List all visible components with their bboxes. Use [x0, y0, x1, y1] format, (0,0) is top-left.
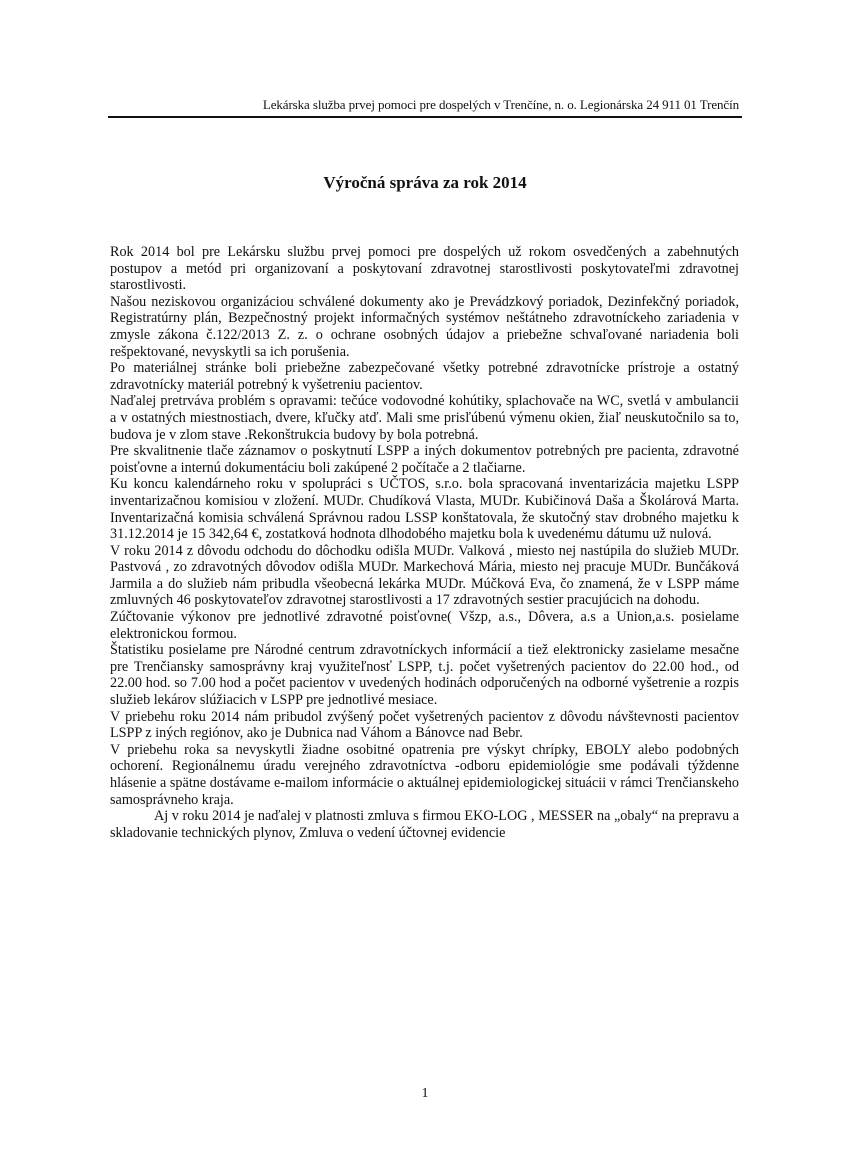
- page-header: [108, 96, 742, 118]
- paragraph-patients: V priebehu roku 2014 nám pribudol zvýšený počet vyšetrených pacientov z dôvodu návštevnosti pacientov LSPP z iných regiónov, ako je Dubnica nad Váhom a Bánovce nad Bebr.: [110, 708, 739, 742]
- paragraph-statistics: Štatistiku posielame pre Národné centrum zdravotníckych informácií a tiež elektronicky zasielame mesačne pre Trenčiansky samosprávny kraj využiteľnosť LSPP, t.j. počet vyšetrených pacientov do 22.00 hod., od 22.00 hod. so 7.00 hod a počet pacientov v uvedených hodinách odporučených na odborné vyšetrenie a rozpis služieb lekárov slúžiacich v LSPP pre jednotlivé mesiace.: [110, 642, 739, 709]
- document-body: [110, 244, 739, 841]
- paragraph-inventory: Ku koncu kalendárneho roku v spolupráci s UČTOS, s.r.o. bola spracovaná inventarizácia majetku LSPP inventarizačnou komisiou v zložení. MUDr. Chudíková Vlasta, MUDr. Kubičinová Daša a Školárová Marta. Inventarizačná komisia schválená Správnou radou LSSP konštatovala, že skutočný stav drobného majetku k 31.12.2014 je 15 342,64 €, zostatková hodnota dlhodobého majetku bola k uvedenému dátumu už nulová.: [110, 476, 739, 543]
- paragraph-repairs: Naďalej pretrváva problém s opravami: tečúce vodovodné kohútiky, splachovače na WC, svetlá v ambulancii a v ostatných miestnostiach, dvere, kľučky atď. Mali sme prisľúbenú výmenu okien, žiaľ neuskutočnilo sa to, budova je v zlom stave .Rekonštrukcia budovy by bola potrebná.: [110, 393, 739, 443]
- paragraph-billing: Zúčtovanie výkonov pre jednotlivé zdravotné poisťovne( Všzp, a.s., Dôvera, a.s a Union,a.s. posielame elektronickou formou.: [110, 609, 739, 642]
- paragraph-contracts: Aj v roku 2014 je naďalej v platnosti zmluva s firmou EKO-LOG , MESSER na „obaly“ na prepravu a skladovanie technických plynov, Zmluva o vedení účtovnej evidencie: [110, 808, 739, 841]
- paragraph-printing: Pre skvalitnenie tlače záznamov o poskytnutí LSPP a iných dokumentov potrebných pre pacienta, zdravotné poisťovne a internú dokumentáciu boli zakúpené 2 počítače a 2 tlačiarne.: [110, 443, 739, 476]
- document-title: Výročná správa za rok 2014: [323, 173, 527, 192]
- header-text: Lekárska služba prvej pomoci pre dospelých v Trenčíne, n. o. Legionárska 24 911 01 Trenčín: [262, 97, 739, 112]
- paragraph-material: Po materiálnej stránke boli priebežne zabezpečované všetky potrebné zdravotnícke prístroje a ostatný zdravotnícky materiál potrebný k vyšetreniu pacientov.: [110, 360, 739, 393]
- paragraph-intro: Rok 2014 bol pre Lekársku službu prvej pomoci pre dospelých už rokom osvedčených a zabehnutých postupov a metód pri organizovaní a poskytovaní zdravotnej starostlivosti poskytovateľmi zdravotnej starostlivosti.: [110, 244, 739, 294]
- paragraph-staff: V roku 2014 z dôvodu odchodu do dôchodku odišla MUDr. Valková , miesto nej nastúpila do služieb MUDr. Pastvová , zo zdravotných dôvodov odišla MUDr. Markechová Mária, miesto nej pracuje MUDr. Bunčáková Jarmila a do služieb nám pribudla všeobecná lekárka MUDr. Múčková Eva, čo znamená, že v LSPP máme zmluvných 46 poskytovateľov zdravotnej starostlivosti a 17 zdravotných sestier pracujúcich na dohodu.: [110, 542, 739, 609]
- paragraph-epidemiology: V priebehu roka sa nevyskytli žiadne osobitné opatrenia pre výskyt chrípky, EBOLY alebo podobných ochorení. Regionálnemu úradu verejného zdravotníctva -odboru epidemiológie sme podávali týždenne hlásenie a spätne dostávame e-mailom informácie o aktuálnej epidemiologickej situácii v rámci Trenčianskeho samosprávneho kraja.: [110, 741, 739, 808]
- page-number: 1: [421, 1086, 429, 1101]
- paragraph-documents: Našou neziskovou organizáciou schválené dokumenty ako je Prevádzkový poriadok, Dezinfekčný poriadok, Registratúrny plán, Bezpečnostný projekt informačných systémov neštátneho zdravotníckeho zariadenia v zmysle zákona č.122/2013 Z. z. o ochrane osobných údajov a priebežne schvaľované nariadenia boli rešpektované, nevyskytli sa ich porušenia.: [110, 293, 739, 360]
